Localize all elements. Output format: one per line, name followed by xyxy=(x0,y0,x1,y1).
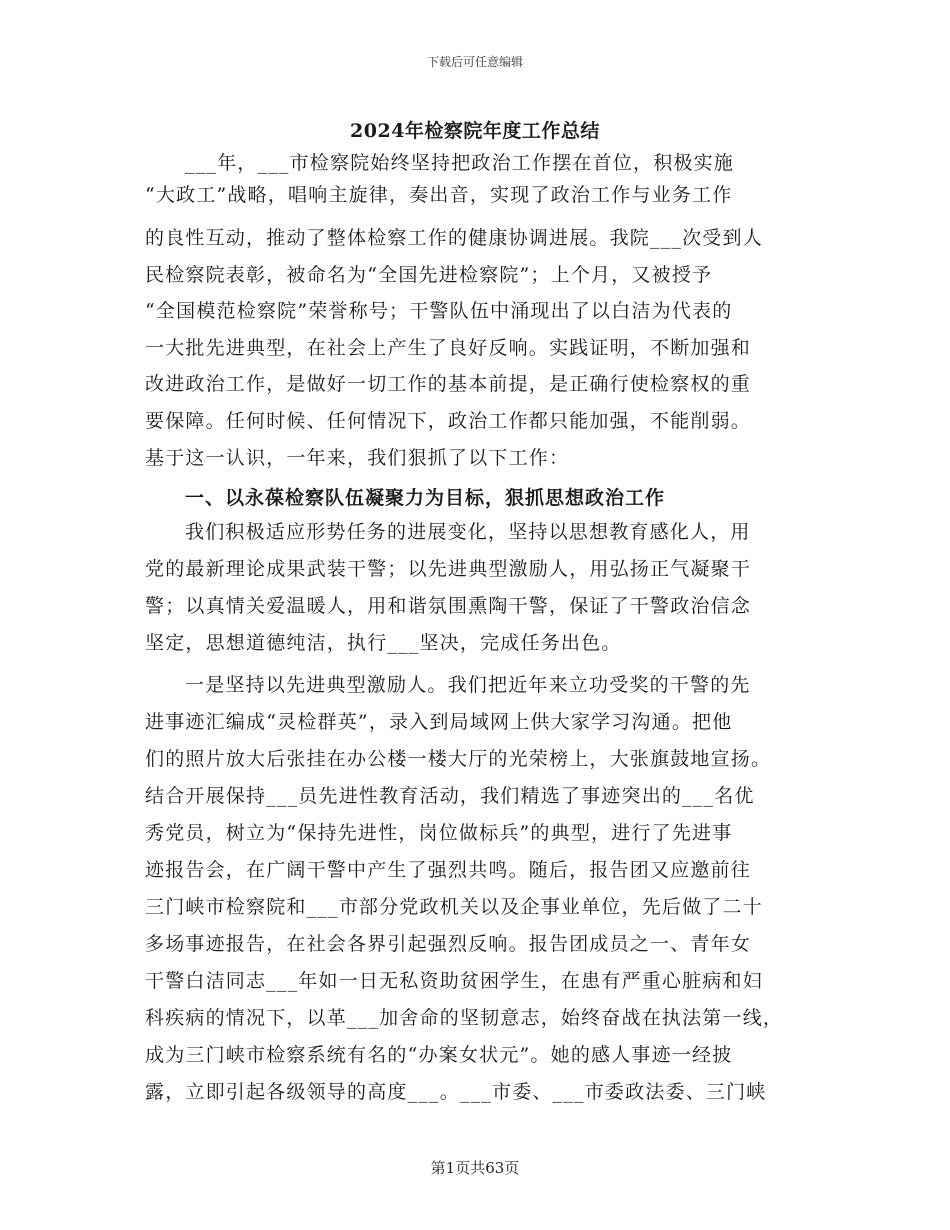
paragraph-line: 警；以真情关爱温暖人，用和谐氛围熏陶干警，保证了干警政治信念 xyxy=(145,595,752,617)
paragraph-line: 一是坚持以先进典型激励人。我们把近年来立功受奖的干警的先 xyxy=(185,674,751,696)
paragraph-line: 基于这一认识，一年来，我们狠抓了以下工作： xyxy=(145,447,570,469)
paragraph-line: “全国模范检察院”荣誉称号；干警队伍中涌现出了以白洁为代表的 xyxy=(145,300,733,322)
section-heading: 一、以永葆检察队伍凝聚力为目标，狠抓思想政治工作 xyxy=(185,487,666,509)
paragraph-line: 一大批先进典型，在社会上产生了良好反响。实践证明，不断加强和 xyxy=(145,337,752,359)
document-title: 2024年检察院年度工作总结 xyxy=(350,120,600,142)
paragraph-line: 民检察院表彰，被命名为“全国先进检察院”；上个月，又被授予 xyxy=(145,264,713,286)
paragraph-line: 要保障。任何时候、任何情况下，政治工作都只能加强，不能削弱。 xyxy=(145,410,752,432)
paragraph-line: “大政工”战略，唱响主旋律，奏出音，实现了政治工作与业务工作 xyxy=(145,184,733,206)
paragraph-line: 秀党员，树立为“保持先进性，岗位做标兵”的典型，进行了先进事 xyxy=(145,822,733,844)
paragraph-line: 多场事迹报告，在社会各界引起强烈反响。报告团成员之一、青年女 xyxy=(145,933,752,955)
paragraph-line: ___年，___市检察院始终坚持把政治工作摆在首位，积极实施 xyxy=(185,152,735,174)
paragraph-line: 坚定，思想道德纯洁，执行___坚决，完成任务出色。 xyxy=(145,632,622,654)
paragraph-line: 干警白洁同志___年如一日无私资助贫困学生，在患有严重心脏病和妇 xyxy=(145,970,763,992)
paragraph-line: 三门峡市检察院和___市部分党政机关以及企事业单位，先后做了二十 xyxy=(145,896,763,918)
paragraph-line: 的良性互动，推动了整体检察工作的健康协调进展。我院___次受到人 xyxy=(145,227,763,249)
paragraph-line: 们的照片放大后张挂在办公楼一楼大厅的光荣榜上，大张旗鼓地宣扬。 xyxy=(145,748,772,770)
paragraph-line: 党的最新理论成果武装干警；以先进典型激励人，用弘扬正气凝聚干 xyxy=(145,558,752,580)
paragraph-line: 结合开展保持___员先进性教育活动，我们精选了事迹突出的___名优 xyxy=(145,785,755,807)
paragraph-line: 进事迹汇编成“灵检群英”，录入到局域网上供大家学习沟通。把他 xyxy=(145,711,733,733)
paragraph-line: 改进政治工作，是做好一切工作的基本前提，是正确行使检察权的重 xyxy=(145,373,752,395)
paragraph-line: 成为三门峡市检察系统有名的“办案女状元”。她的感人事迹一经披 xyxy=(145,1044,733,1066)
paragraph-line: 露，立即引起各级领导的高度___。___市委、___市委政法委、三门峡 xyxy=(145,1081,767,1103)
paragraph-line: 科疾病的情况下，以革___加舍命的坚韧意志，始终奋战在执法第一线， xyxy=(145,1007,784,1029)
paragraph-line: 迹报告会，在广阔干警中产生了强烈共鸣。随后，报告团又应邀前往 xyxy=(145,859,752,881)
page-footer: 第1页共63页 xyxy=(430,1159,520,1177)
paragraph-line: 我们积极适应形势任务的进展变化，坚持以思想教育感化人，用 xyxy=(185,521,751,543)
header-note: 下载后可任意编辑 xyxy=(426,55,523,69)
